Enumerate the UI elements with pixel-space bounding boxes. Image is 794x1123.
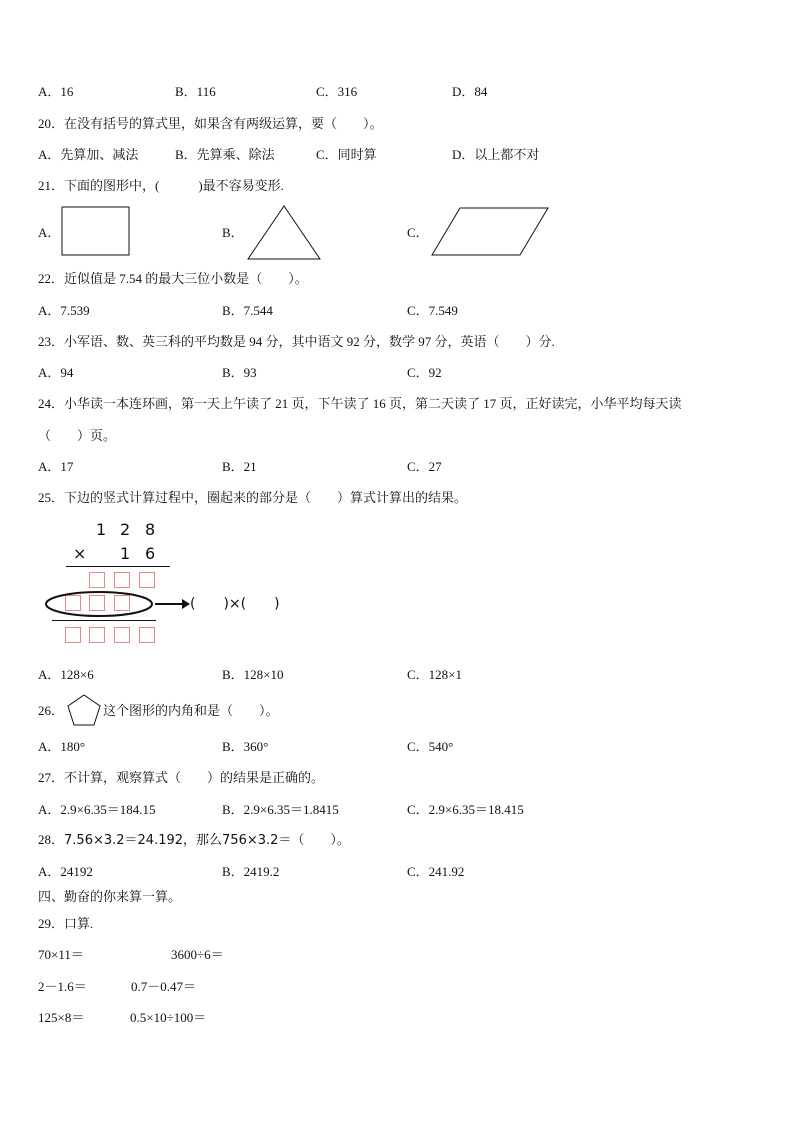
q20-option-a: A．先算加、减法	[38, 147, 139, 162]
answer-box	[114, 627, 130, 643]
q26-option-b: B．360°	[222, 739, 269, 754]
triangle-icon	[246, 204, 322, 262]
q23-option-c: C．92	[407, 365, 442, 380]
q19-option-c: C．316	[316, 84, 358, 99]
q26-question: 这个图形的内角和是（ ）。	[103, 703, 279, 718]
q27-option-c: C．2.9×6.35＝18.415	[407, 802, 524, 817]
q29-item: 125×8＝	[38, 1010, 85, 1025]
q20-question: 20．在没有括号的算式里，如果含有两级运算，要（ ）。	[38, 116, 383, 131]
q25-question: 25．下边的竖式计算过程中，圈起来的部分是（ ）算式计算出的结果。	[38, 490, 468, 505]
answer-box	[139, 627, 155, 643]
q28-option-a: A．24192	[38, 864, 93, 879]
multiplier-digit: 1	[120, 544, 131, 563]
q24-question-line2: （ ）页。	[38, 428, 117, 443]
times-sign: ×	[73, 544, 87, 563]
q28-connector: ，那么	[183, 832, 223, 847]
q25-option-b: B．128×10	[222, 667, 284, 682]
multiplicand-digit: 1	[96, 520, 107, 539]
multiplicand-digit: 8	[145, 520, 156, 539]
q22-option-a: A．7.539	[38, 303, 90, 318]
q21-option-b: B．	[222, 225, 244, 240]
q20-option-d: D．以上都不对	[452, 147, 540, 162]
q21-option-c: C．	[407, 225, 429, 240]
answer-box	[114, 572, 130, 588]
arrow-icon	[154, 596, 192, 612]
q26-option-c: C．540°	[407, 739, 454, 754]
q20-option-b: B．先算乘、除法	[175, 147, 275, 162]
q23-option-a: A．94	[38, 365, 74, 380]
answer-box	[89, 572, 105, 588]
q19-option-d: D．84	[452, 84, 488, 99]
q22-option-b: B．7.544	[222, 303, 273, 318]
q26-option-a: A．180°	[38, 739, 86, 754]
q29-item: 70×11＝	[38, 947, 84, 962]
q21-option-a: A．	[38, 225, 61, 240]
q22-option-c: C．7.549	[407, 303, 458, 318]
divider-line	[66, 566, 170, 567]
q25-option-c: C．128×1	[407, 667, 463, 682]
multiplier-digit: 6	[145, 544, 156, 563]
q28-number: 28．	[38, 832, 65, 847]
q21-question: 21．下面的图形中，( )最不容易变形.	[38, 178, 284, 193]
q28-option-b: B．2419.2	[222, 864, 280, 879]
pentagon-icon	[66, 693, 102, 727]
q26-number: 26．	[38, 703, 65, 718]
answer-box	[65, 627, 81, 643]
q28-question	[38, 832, 350, 849]
q19-option-b: B．116	[175, 84, 216, 99]
q25-option-a: A．128×6	[38, 667, 94, 682]
q24-option-a: A．17	[38, 459, 74, 474]
q24-option-b: B．21	[222, 459, 257, 474]
q24-question-line1: 24．小华读一本连环画，第一天上午读了 21 页，下午读了 16 页，第二天读了 17 页，正好读完，小华平均每天读	[38, 396, 682, 411]
q29-item: 3600÷6＝	[171, 947, 224, 962]
q27-option-b: B．2.9×6.35＝1.8415	[222, 802, 339, 817]
divider-line	[52, 620, 156, 621]
q24-option-c: C．27	[407, 459, 442, 474]
q29-question: 29．口算.	[38, 916, 94, 931]
q23-question: 23．小军语、数、英三科的平均数是 94 分，其中语文 92 分，数学 97 分，英语（ ）分.	[38, 334, 555, 349]
parallelogram-icon	[430, 206, 552, 258]
section-4-title: 四、勤奋的你来算一算。	[38, 889, 182, 904]
q20-option-c: C．同时算	[316, 147, 377, 162]
rectangle-icon	[61, 206, 131, 258]
arrow-blank-expression: ( )×( )	[190, 596, 280, 612]
q29-item: 2－1.6＝	[38, 979, 87, 994]
q28-expression-1: 7.56×3.2＝24.192	[64, 833, 184, 848]
answer-box	[89, 627, 105, 643]
q19-option-a: A．16	[38, 84, 74, 99]
q28-blank: （ ）。	[291, 832, 350, 847]
q28-option-c: C．241.92	[407, 864, 465, 879]
circled-partial-product	[44, 589, 156, 619]
q29-item: 0.7－0.47＝	[131, 979, 197, 994]
q29-item: 0.5×10÷100＝	[130, 1010, 207, 1025]
multiplicand-digit: 2	[120, 520, 131, 539]
q27-question: 27．不计算，观察算式（ ）的结果是正确的。	[38, 770, 325, 785]
q27-option-a: A．2.9×6.35＝184.15	[38, 802, 156, 817]
q28-expression-2: 756×3.2＝	[222, 833, 292, 848]
q22-question: 22．近似值是 7.54 的最大三位小数是（ ）。	[38, 271, 308, 286]
q23-option-b: B．93	[222, 365, 257, 380]
answer-box	[139, 572, 155, 588]
